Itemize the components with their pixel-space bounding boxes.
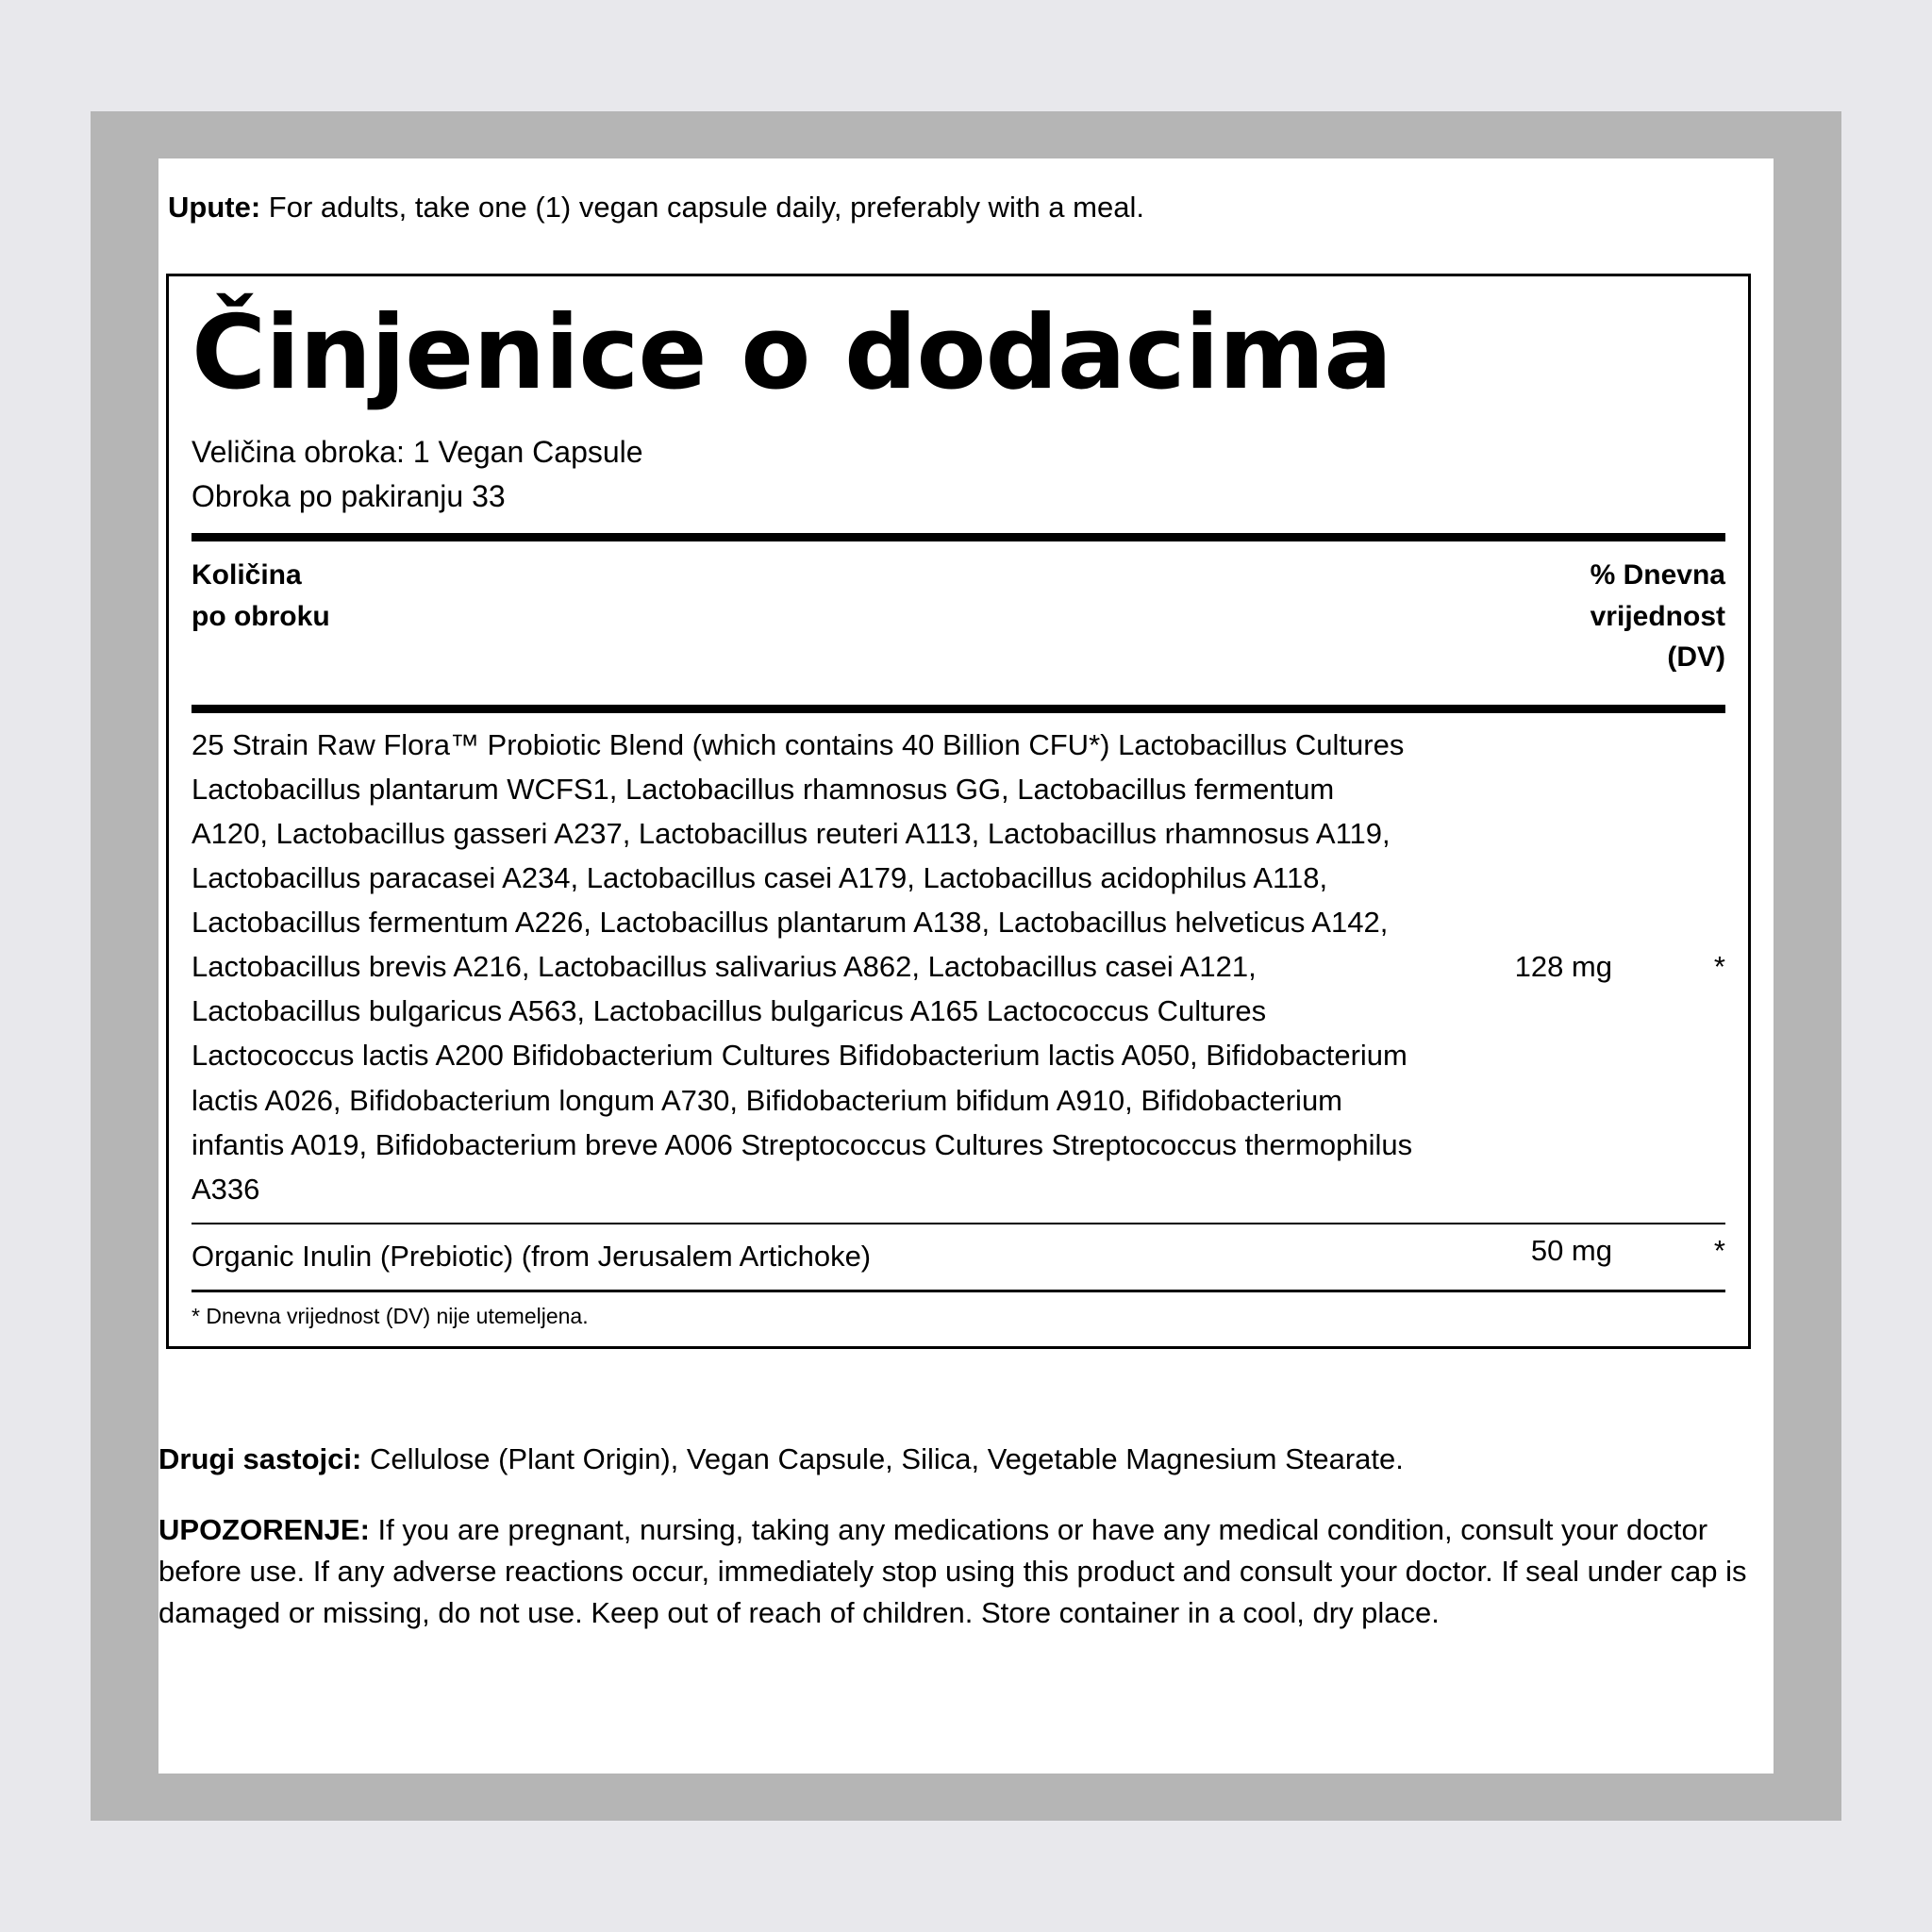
other-ingredients-text: Cellulose (Plant Origin), Vegan Capsule, Silica, Vegetable Magnesium Stearate. bbox=[361, 1442, 1404, 1475]
table-row bbox=[192, 713, 1725, 1223]
divider-thick-top bbox=[192, 533, 1725, 541]
supplement-facts-title: Činjenice o dodacima bbox=[192, 294, 1392, 412]
amount-header-line2: po obroku bbox=[192, 600, 330, 632]
other-ingredients-line bbox=[158, 1440, 1762, 1479]
dv-header-line2: vrijednost bbox=[1590, 600, 1725, 632]
amount-header-line1: Količina bbox=[192, 559, 302, 591]
daily-value-header bbox=[1591, 555, 1725, 678]
warning-block bbox=[158, 1509, 1766, 1634]
other-ingredients-label: Drugi sastojci: bbox=[158, 1442, 362, 1475]
ingredient-amount: 50 mg bbox=[1530, 1233, 1612, 1267]
ingredient-name: 25 Strain Raw Flora™ Probiotic Blend (which contains 40 Billion CFU*) Lactobacillus Cultures Lactobacillus plantarum WCFS1, Lactobacillus rhamnosus GG, Lactobacillus fermentum A120, Lactobacillus gasseri A237, Lactobacillus reuteri A113, Lactobacillus rhamnosus A119, Lactobacillus paracasei A234, Lactobacillus casei A179, Lactobacillus acidophilus A118, Lactobacillus fermentum A226, Lactobacillus plantarum A138, Lactobacillus helveticus A142, Lactobacillus brevis A216, Lactobacillus salivarius A862, Lactobacillus casei A121, Lactobacillus bulgaricus A563, Lactobacillus bulgaricus A165 Lactococcus Cultures Lactococcus lactis A200 Bifidobacterium Cultures Bifidobacterium lactis A050, Bifidobacterium lactis A026, Bifidobacterium longum A730, Bifidobacterium bifidum A910, Bifidobacterium infantis A019, Bifidobacterium breve A006 Streptococcus Cultures Streptococcus thermophilus A336 bbox=[192, 727, 1413, 1206]
serving-size: Veličina obroka: 1 Vegan Capsule bbox=[192, 435, 643, 470]
amount-header-row bbox=[192, 541, 1725, 690]
directions-line bbox=[168, 189, 1762, 226]
directions-text: For adults, take one (1) vegan capsule daily, preferably with a meal. bbox=[260, 191, 1144, 224]
dv-header-line1: % Dnevna bbox=[1590, 559, 1725, 591]
ingredient-daily-value: * bbox=[1713, 1233, 1725, 1267]
servings-per-container: Obroka po pakiranju 33 bbox=[192, 478, 506, 513]
supplement-label-panel bbox=[91, 111, 1841, 1821]
supplement-facts-box bbox=[166, 274, 1751, 1349]
label-inner-card bbox=[158, 158, 1774, 1774]
daily-value-footnote: * Dnevna vrijednost (DV) nije utemeljena. bbox=[192, 1304, 589, 1329]
table-row bbox=[192, 1224, 1725, 1290]
warning-label: UPOZORENJE: bbox=[158, 1513, 370, 1546]
ingredient-amount: 128 mg bbox=[1514, 949, 1612, 983]
amount-per-serving-header bbox=[192, 555, 330, 637]
dv-header-line3: (DV) bbox=[1667, 641, 1725, 674]
ingredient-daily-value: * bbox=[1713, 949, 1725, 983]
directions-label: Upute: bbox=[168, 191, 261, 224]
divider-thick-mid bbox=[192, 705, 1725, 713]
warning-text: If you are pregnant, nursing, taking any medications or have any medical condition, consult your doctor before use. If any adverse reactions occur, immediately stop using this product and consult your doctor. If seal under cap is damaged or missing, do not use. Keep out of reach of children. Store container in a cool, dry place. bbox=[158, 1513, 1747, 1630]
ingredient-name: Organic Inulin (Prebiotic) (from Jerusalem Artichoke) bbox=[192, 1239, 872, 1273]
